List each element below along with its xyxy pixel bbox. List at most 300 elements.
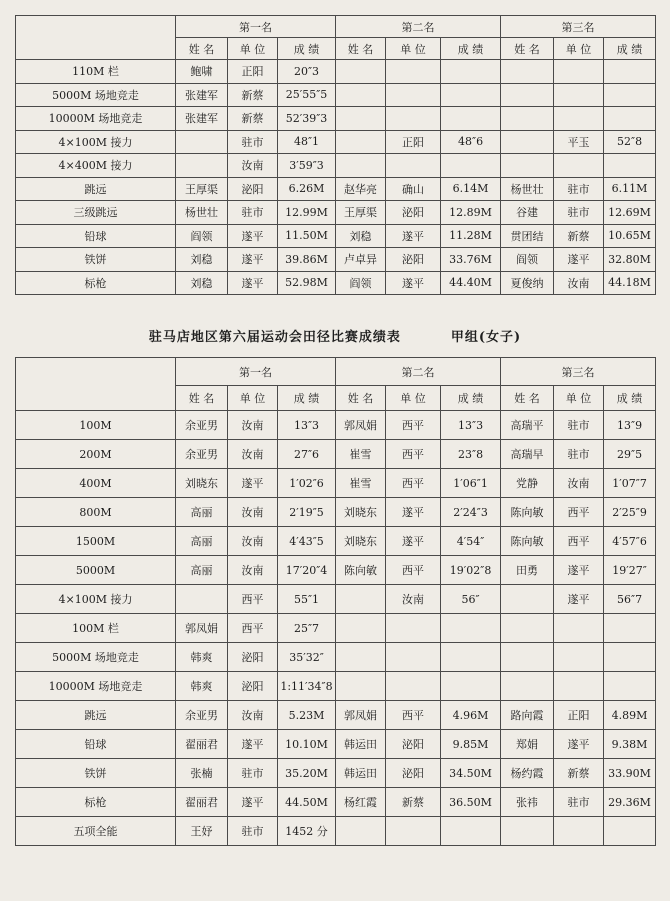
unit-cell: 西平 (386, 701, 441, 730)
result-cell: 11.28M (441, 224, 501, 248)
unit-cell (554, 83, 604, 107)
unit-cell: 西平 (554, 498, 604, 527)
name-cell: 王厚渠 (176, 177, 228, 201)
name-cell: 韩爽 (176, 672, 228, 701)
unit-cell: 遂平 (554, 556, 604, 585)
name-cell: 陈向敏 (336, 556, 386, 585)
name-cell (336, 107, 386, 131)
unit-cell: 遂平 (228, 271, 278, 295)
name-cell: 王厚渠 (336, 201, 386, 225)
unit-cell: 西平 (386, 556, 441, 585)
unit-cell: 遂平 (386, 271, 441, 295)
name-cell: 张建军 (176, 83, 228, 107)
unit-cell: 汝南 (554, 271, 604, 295)
unit-cell: 驻市 (554, 177, 604, 201)
result-cell: 44.40M (441, 271, 501, 295)
column-header: 单 位 (554, 386, 604, 411)
result-cell: 9.38M (604, 730, 656, 759)
group-header: 第一名 (176, 358, 336, 386)
name-cell: 鲍啸 (176, 60, 228, 84)
result-cell: 56″ (441, 585, 501, 614)
event-cell: 铁饼 (16, 248, 176, 272)
event-cell: 10000M 场地竞走 (16, 672, 176, 701)
unit-cell: 新蔡 (228, 107, 278, 131)
result-cell: 34.50M (441, 759, 501, 788)
unit-cell: 正阳 (228, 60, 278, 84)
name-cell: 陈向敏 (501, 527, 554, 556)
name-cell (336, 130, 386, 154)
unit-cell: 西平 (228, 585, 278, 614)
unit-cell (386, 107, 441, 131)
unit-cell: 汝南 (228, 411, 278, 440)
name-cell: 翟丽君 (176, 730, 228, 759)
result-cell: 4′57″6 (604, 527, 656, 556)
name-cell: 郭凤娟 (336, 701, 386, 730)
result-cell: 4.89M (604, 701, 656, 730)
unit-cell: 遂平 (228, 248, 278, 272)
name-cell: 杨世壮 (501, 177, 554, 201)
column-header: 单 位 (386, 38, 441, 60)
unit-cell: 驻市 (228, 817, 278, 846)
table-row (16, 201, 656, 225)
unit-cell: 驻市 (554, 440, 604, 469)
name-cell (501, 672, 554, 701)
name-cell (336, 60, 386, 84)
name-cell: 高丽 (176, 498, 228, 527)
name-cell (501, 130, 554, 154)
unit-cell: 正阳 (554, 701, 604, 730)
name-cell: 谷建 (501, 201, 554, 225)
result-cell: 2′25″9 (604, 498, 656, 527)
group-header: 第二名 (336, 16, 501, 38)
table-row (16, 585, 656, 614)
unit-cell: 遂平 (228, 730, 278, 759)
name-cell (336, 154, 386, 178)
unit-cell (386, 154, 441, 178)
name-cell (501, 107, 554, 131)
name-cell: 刘晓东 (176, 469, 228, 498)
event-cell: 5000M 场地竞走 (16, 83, 176, 107)
unit-cell: 汝南 (228, 556, 278, 585)
name-cell: 刘晓东 (336, 527, 386, 556)
result-cell (441, 817, 501, 846)
unit-cell: 确山 (386, 177, 441, 201)
name-cell: 高丽 (176, 527, 228, 556)
name-cell: 党静 (501, 469, 554, 498)
unit-cell (386, 817, 441, 846)
event-cell: 4×100M 接力 (16, 585, 176, 614)
event-cell: 铅球 (16, 224, 176, 248)
result-cell: 4.96M (441, 701, 501, 730)
result-cell: 13″3 (278, 411, 336, 440)
unit-cell: 汝南 (228, 498, 278, 527)
table-row (16, 411, 656, 440)
unit-cell: 新蔡 (554, 759, 604, 788)
result-cell (441, 154, 501, 178)
unit-cell: 遂平 (554, 730, 604, 759)
table-row (16, 556, 656, 585)
unit-cell (554, 643, 604, 672)
name-cell: 卢卓异 (336, 248, 386, 272)
event-cell: 三级跳远 (16, 201, 176, 225)
name-cell: 高瑞早 (501, 440, 554, 469)
name-cell: 田勇 (501, 556, 554, 585)
result-cell (441, 60, 501, 84)
result-cell (604, 60, 656, 84)
name-cell: 郑娟 (501, 730, 554, 759)
unit-cell: 驻市 (228, 201, 278, 225)
column-header: 成 绩 (604, 386, 656, 411)
table-row (16, 177, 656, 201)
group-header: 第一名 (176, 16, 336, 38)
men-results-table (15, 15, 656, 295)
column-header: 成 绩 (278, 386, 336, 411)
name-cell (336, 585, 386, 614)
unit-cell: 遂平 (554, 248, 604, 272)
result-cell: 1:11′34″8 (278, 672, 336, 701)
unit-cell: 驻市 (228, 130, 278, 154)
result-cell: 52″8 (604, 130, 656, 154)
unit-cell: 泌阳 (228, 672, 278, 701)
unit-cell: 西平 (386, 440, 441, 469)
result-cell: 39.86M (278, 248, 336, 272)
name-cell (501, 643, 554, 672)
column-header: 成 绩 (441, 38, 501, 60)
unit-cell: 新蔡 (228, 83, 278, 107)
group-header: 第二名 (336, 358, 501, 386)
result-cell: 33.76M (441, 248, 501, 272)
title-text: 驻马店地区第六届运动会田径比赛成绩表 (148, 330, 401, 345)
table-row (16, 107, 656, 131)
name-cell: 杨红霞 (336, 788, 386, 817)
name-cell: 刘稳 (336, 224, 386, 248)
table-row (16, 60, 656, 84)
event-cell: 跳远 (16, 177, 176, 201)
name-cell (176, 130, 228, 154)
event-cell: 5000M (16, 556, 176, 585)
unit-cell (386, 614, 441, 643)
name-cell (176, 154, 228, 178)
result-cell: 11.50M (278, 224, 336, 248)
column-header: 姓 名 (336, 386, 386, 411)
event-cell: 4×100M 接力 (16, 130, 176, 154)
table-row (16, 759, 656, 788)
result-cell: 2′24″3 (441, 498, 501, 527)
unit-cell: 遂平 (386, 224, 441, 248)
result-cell: 55″1 (278, 585, 336, 614)
unit-cell: 泌阳 (386, 201, 441, 225)
event-cell: 标枪 (16, 788, 176, 817)
table-row (16, 643, 656, 672)
result-cell: 13″3 (441, 411, 501, 440)
unit-cell (554, 154, 604, 178)
name-cell (336, 672, 386, 701)
result-cell: 33.90M (604, 759, 656, 788)
table-row (16, 701, 656, 730)
table-row (16, 469, 656, 498)
result-cell (604, 107, 656, 131)
unit-cell: 泌阳 (228, 177, 278, 201)
table-row (16, 83, 656, 107)
result-cell: 12.69M (604, 201, 656, 225)
result-cell: 12.89M (441, 201, 501, 225)
table-row (16, 224, 656, 248)
name-cell (501, 60, 554, 84)
result-cell: 19′02″8 (441, 556, 501, 585)
result-cell (441, 643, 501, 672)
name-cell (336, 817, 386, 846)
table-row (16, 817, 656, 846)
result-cell: 25′55″5 (278, 83, 336, 107)
group-header-row (16, 16, 656, 38)
name-cell: 韩爽 (176, 643, 228, 672)
unit-cell: 驻市 (554, 788, 604, 817)
women-results-table (15, 357, 656, 846)
column-header: 成 绩 (278, 38, 336, 60)
name-cell: 崔雪 (336, 469, 386, 498)
unit-cell: 西平 (554, 527, 604, 556)
name-cell: 贯团结 (501, 224, 554, 248)
result-cell: 48″1 (278, 130, 336, 154)
table-row (16, 614, 656, 643)
result-cell: 1′02″6 (278, 469, 336, 498)
result-cell: 48″6 (441, 130, 501, 154)
unit-cell (386, 643, 441, 672)
unit-cell (554, 817, 604, 846)
result-cell: 29.36M (604, 788, 656, 817)
result-cell: 44.50M (278, 788, 336, 817)
name-cell: 阎领 (501, 248, 554, 272)
unit-cell: 平玉 (554, 130, 604, 154)
name-cell: 张建军 (176, 107, 228, 131)
name-cell: 郭凤娟 (176, 614, 228, 643)
result-cell: 44.18M (604, 271, 656, 295)
name-cell (501, 585, 554, 614)
result-cell: 52′39″3 (278, 107, 336, 131)
name-cell: 路向霞 (501, 701, 554, 730)
name-cell: 余亚男 (176, 701, 228, 730)
result-cell (604, 817, 656, 846)
unit-cell: 西平 (228, 614, 278, 643)
name-cell: 杨世壮 (176, 201, 228, 225)
column-header: 单 位 (228, 386, 278, 411)
name-cell: 余亚男 (176, 440, 228, 469)
event-cell: 800M (16, 498, 176, 527)
unit-cell: 遂平 (228, 469, 278, 498)
corner-cell (16, 358, 176, 411)
name-cell (501, 614, 554, 643)
unit-cell (554, 672, 604, 701)
unit-cell: 汝南 (554, 469, 604, 498)
column-header: 单 位 (386, 386, 441, 411)
result-cell: 6.14M (441, 177, 501, 201)
result-cell: 9.85M (441, 730, 501, 759)
name-cell: 张祎 (501, 788, 554, 817)
result-cell: 20″3 (278, 60, 336, 84)
unit-cell (554, 107, 604, 131)
result-cell: 35′32″ (278, 643, 336, 672)
result-cell (604, 672, 656, 701)
result-cell: 27″6 (278, 440, 336, 469)
table-row (16, 527, 656, 556)
result-cell: 35.20M (278, 759, 336, 788)
result-cell: 19′27″ (604, 556, 656, 585)
name-cell: 刘稳 (176, 271, 228, 295)
result-cell: 13″9 (604, 411, 656, 440)
name-cell: 韩运田 (336, 759, 386, 788)
result-cell: 10.10M (278, 730, 336, 759)
unit-cell: 汝南 (228, 440, 278, 469)
corner-cell (16, 16, 176, 60)
unit-cell (386, 83, 441, 107)
name-cell: 韩运田 (336, 730, 386, 759)
table-row (16, 672, 656, 701)
name-cell: 余亚男 (176, 411, 228, 440)
column-header: 单 位 (554, 38, 604, 60)
result-cell (441, 107, 501, 131)
unit-cell: 泌阳 (228, 643, 278, 672)
unit-cell: 驻市 (228, 759, 278, 788)
name-cell: 高瑞平 (501, 411, 554, 440)
name-cell (501, 817, 554, 846)
name-cell: 赵华亮 (336, 177, 386, 201)
result-cell: 56″7 (604, 585, 656, 614)
name-cell (336, 614, 386, 643)
result-cell (441, 614, 501, 643)
unit-cell: 泌阳 (386, 759, 441, 788)
unit-cell: 遂平 (228, 224, 278, 248)
result-cell: 17′20″4 (278, 556, 336, 585)
unit-cell: 汝南 (386, 585, 441, 614)
result-cell: 12.99M (278, 201, 336, 225)
name-cell (501, 154, 554, 178)
name-cell: 夏俊纳 (501, 271, 554, 295)
group-header: 第三名 (501, 16, 656, 38)
event-cell: 1500M (16, 527, 176, 556)
table-row (16, 440, 656, 469)
name-cell: 阎领 (176, 224, 228, 248)
name-cell: 刘晓东 (336, 498, 386, 527)
name-cell: 阎领 (336, 271, 386, 295)
unit-cell: 遂平 (386, 498, 441, 527)
name-cell: 陈向敏 (501, 498, 554, 527)
unit-cell: 驻市 (554, 201, 604, 225)
unit-cell: 泌阳 (386, 248, 441, 272)
unit-cell: 新蔡 (554, 224, 604, 248)
column-header: 姓 名 (501, 386, 554, 411)
name-cell: 郭凤娟 (336, 411, 386, 440)
unit-cell (386, 60, 441, 84)
table-row (16, 271, 656, 295)
result-cell: 6.26M (278, 177, 336, 201)
name-cell (176, 585, 228, 614)
unit-cell: 遂平 (386, 527, 441, 556)
name-cell: 崔雪 (336, 440, 386, 469)
result-cell (441, 83, 501, 107)
result-cell: 1′07″7 (604, 469, 656, 498)
table-row (16, 788, 656, 817)
name-cell: 王妤 (176, 817, 228, 846)
unit-cell (554, 60, 604, 84)
unit-cell (386, 672, 441, 701)
unit-cell: 西平 (386, 411, 441, 440)
column-header: 姓 名 (176, 386, 228, 411)
event-cell: 跳远 (16, 701, 176, 730)
unit-cell: 新蔡 (386, 788, 441, 817)
result-cell: 5.23M (278, 701, 336, 730)
name-cell (336, 83, 386, 107)
name-cell: 翟丽君 (176, 788, 228, 817)
event-cell: 铁饼 (16, 759, 176, 788)
result-cell: 6.11M (604, 177, 656, 201)
table-row (16, 248, 656, 272)
unit-cell: 遂平 (554, 585, 604, 614)
unit-cell: 泌阳 (386, 730, 441, 759)
name-cell: 杨约霞 (501, 759, 554, 788)
column-header: 单 位 (228, 38, 278, 60)
name-cell (501, 83, 554, 107)
table-row (16, 730, 656, 759)
unit-cell: 遂平 (228, 788, 278, 817)
result-cell: 3′59″3 (278, 154, 336, 178)
unit-cell: 汝南 (228, 701, 278, 730)
column-header: 姓 名 (501, 38, 554, 60)
result-cell: 23″8 (441, 440, 501, 469)
result-cell (604, 83, 656, 107)
unit-cell: 驻市 (554, 411, 604, 440)
result-cell: 4′43″5 (278, 527, 336, 556)
event-cell: 100M 栏 (16, 614, 176, 643)
name-cell: 高丽 (176, 556, 228, 585)
table-row (16, 498, 656, 527)
group-label: 甲组(女子) (450, 330, 522, 345)
column-header: 姓 名 (336, 38, 386, 60)
result-cell: 32.80M (604, 248, 656, 272)
unit-cell (554, 614, 604, 643)
event-cell: 五项全能 (16, 817, 176, 846)
unit-cell: 正阳 (386, 130, 441, 154)
event-cell: 200M (16, 440, 176, 469)
result-cell: 25″7 (278, 614, 336, 643)
result-cell: 29″5 (604, 440, 656, 469)
unit-cell: 汝南 (228, 154, 278, 178)
result-cell: 2′19″5 (278, 498, 336, 527)
event-cell: 4×400M 接力 (16, 154, 176, 178)
result-cell (604, 614, 656, 643)
name-cell (336, 643, 386, 672)
result-cell: 36.50M (441, 788, 501, 817)
group-header-row (16, 358, 656, 386)
event-cell: 10000M 场地竞走 (16, 107, 176, 131)
name-cell: 刘稳 (176, 248, 228, 272)
event-cell: 铅球 (16, 730, 176, 759)
group-header: 第三名 (501, 358, 656, 386)
event-cell: 标枪 (16, 271, 176, 295)
event-cell: 5000M 场地竞走 (16, 643, 176, 672)
column-header: 成 绩 (441, 386, 501, 411)
result-cell (441, 672, 501, 701)
table-row (16, 154, 656, 178)
table-row (16, 130, 656, 154)
result-cell (604, 643, 656, 672)
event-cell: 100M (16, 411, 176, 440)
women-table-title (0, 326, 670, 345)
result-cell: 1′06″1 (441, 469, 501, 498)
result-cell (604, 154, 656, 178)
unit-cell: 西平 (386, 469, 441, 498)
name-cell: 张楠 (176, 759, 228, 788)
result-cell: 52.98M (278, 271, 336, 295)
